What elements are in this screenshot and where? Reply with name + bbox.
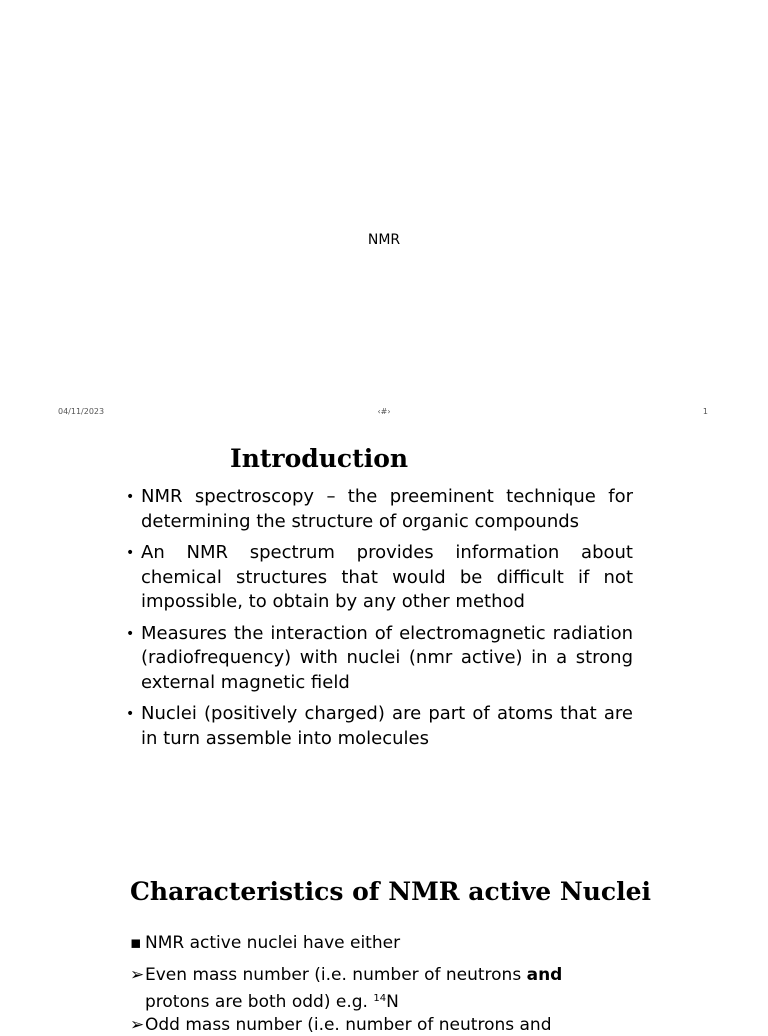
list-item-continuation — [145, 988, 399, 1013]
arrow-bullet-icon: ➢ — [130, 1015, 145, 1035]
slide-title — [0, 0, 768, 430]
item-text: NMR active nuclei have either — [145, 933, 401, 953]
list-item — [125, 622, 633, 696]
characteristics-heading: Characteristics of NMR active Nuclei — [130, 877, 651, 906]
list-item — [125, 702, 633, 751]
list-item — [125, 485, 633, 534]
list-item — [130, 1014, 552, 1036]
item-text-bold: and — [526, 965, 563, 985]
footer-page-number: 1 — [702, 407, 708, 416]
item-text: Even mass number (i.e. number of neutrons — [145, 965, 527, 985]
slide-title-text: NMR — [367, 232, 401, 248]
footer-slide-number-placeholder: ‹#› — [377, 407, 391, 416]
bullet-text: An NMR spectrum provides information about chemical structures that would be difficult if not impossible, to obtain by any other method — [141, 542, 633, 612]
bullet-icon: • — [126, 706, 135, 722]
footer-date: 04/11/2023 — [58, 407, 105, 416]
bullet-text: Nuclei (positively charged) are part of atoms that are in turn assemble into molecules — [141, 703, 633, 749]
bullet-icon: • — [126, 545, 135, 561]
arrow-bullet-icon: ➢ — [130, 965, 145, 985]
list-item — [125, 541, 633, 615]
bullet-icon: • — [126, 489, 135, 505]
superscript-mass-number: 14 — [373, 993, 387, 1004]
slide-characteristics — [0, 860, 768, 1035]
bullet-text: NMR spectroscopy – the preeminent technique for determining the structure of organic compounds — [141, 486, 633, 532]
slide-introduction — [0, 430, 768, 840]
element-symbol: N — [386, 992, 399, 1012]
item-text: protons are both odd) e.g. — [145, 992, 374, 1012]
list-item — [130, 964, 562, 986]
introduction-bullet-list — [125, 485, 633, 758]
list-item — [130, 932, 400, 954]
introduction-heading: Introduction — [230, 444, 409, 473]
item-text: Odd mass number (i.e. number of neutrons and — [145, 1015, 552, 1035]
bullet-text: Measures the interaction of electromagnetic radiation (radiofrequency) with nuclei (nmr active) in a strong external magnetic field — [141, 622, 633, 693]
bullet-icon: • — [126, 625, 135, 642]
square-bullet-icon: ▪ — [130, 933, 142, 953]
